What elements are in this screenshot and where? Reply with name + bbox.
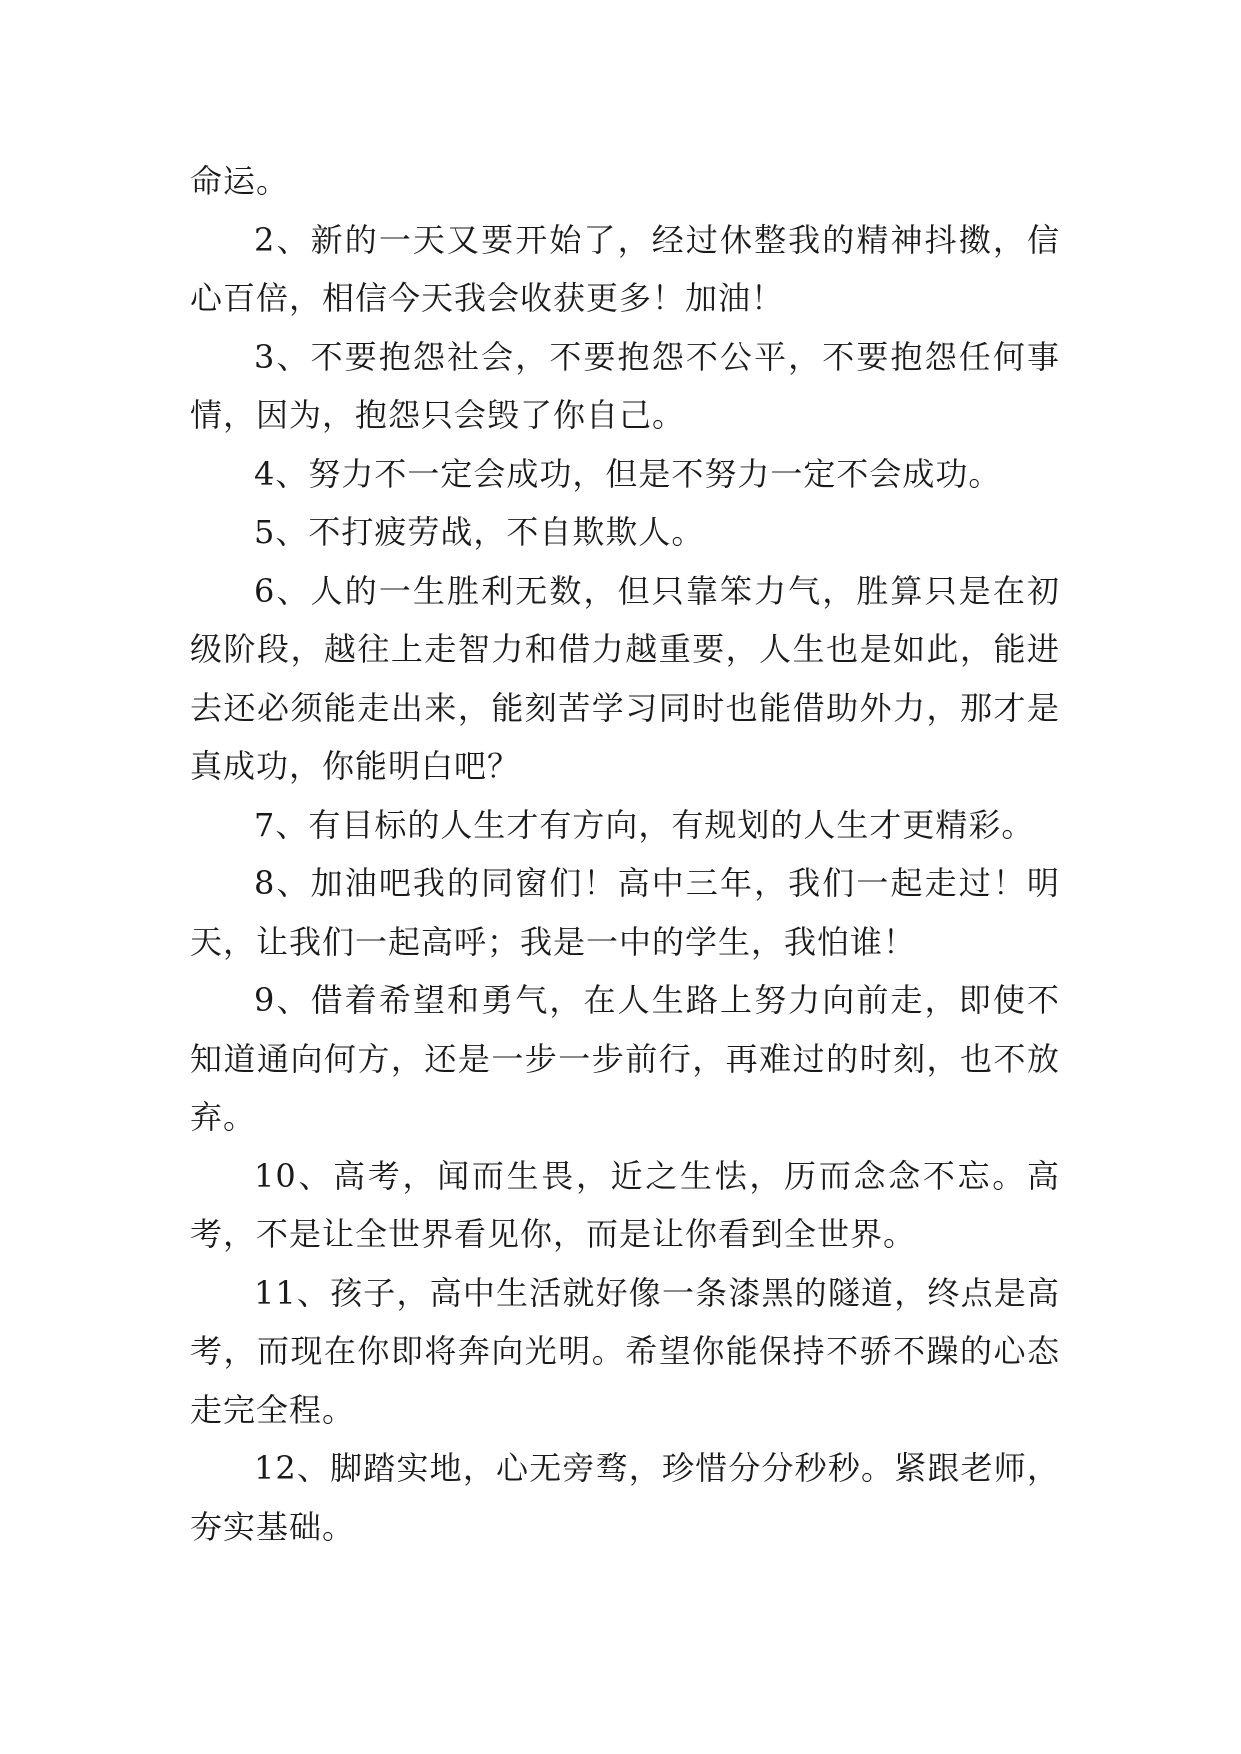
paragraph-item-9: 9、借着希望和勇气，在人生路上努力向前走，即使不知道通向何方，还是一步一步前行，再难过的时刻，也不放弃。	[190, 981, 1060, 1136]
paragraph-item-7: 7、有目标的人生才有方向，有规划的人生才更精彩。	[254, 805, 1035, 844]
paragraph-item-12: 12、脚踏实地，心无旁骛，珍惜分分秒秒。紧跟老师，夯实基础。	[190, 1449, 1060, 1546]
paragraph-item-6: 6、人的一生胜利无数，但只靠笨力气，胜算只是在初级阶段，越往上走智力和借力越重要，人生也是如此，能进去还必须能走出来，能刻苦学习同时也能借助外力，那才是真成功，你能明白吧？	[190, 571, 1060, 785]
paragraph-item-8: 8、加油吧我的同窗们！高中三年，我们一起走过！明天，让我们一起高呼；我是一中的学生，我怕谁！	[190, 864, 1060, 961]
paragraph-item-10: 10、高考，闻而生畏，近之生怯，历而念念不忘。高考，不是让全世界看见你，而是让你看到全世界。	[190, 1156, 1060, 1253]
paragraph-item-3: 3、不要抱怨社会，不要抱怨不公平，不要抱怨任何事情，因为，抱怨只会毁了你自己。	[190, 337, 1060, 434]
paragraph-item-5: 5、不打疲劳战，不自欺欺人。	[254, 513, 705, 551]
paragraph-item-4: 4、努力不一定会成功，但是不努力一定不会成功。	[254, 454, 1002, 493]
document-body	[190, 152, 1060, 1556]
paragraph-continuation: 命运。	[190, 162, 290, 200]
paragraph-item-2: 2、新的一天又要开始了，经过休整我的精神抖擞，信心百倍，相信今天我会收获更多！加油！	[190, 220, 1060, 317]
paragraph-item-11: 11、孩子，高中生活就好像一条漆黑的隧道，终点是高考，而现在你即将奔向光明。希望你能保持不骄不躁的心态走完全程。	[190, 1273, 1060, 1429]
